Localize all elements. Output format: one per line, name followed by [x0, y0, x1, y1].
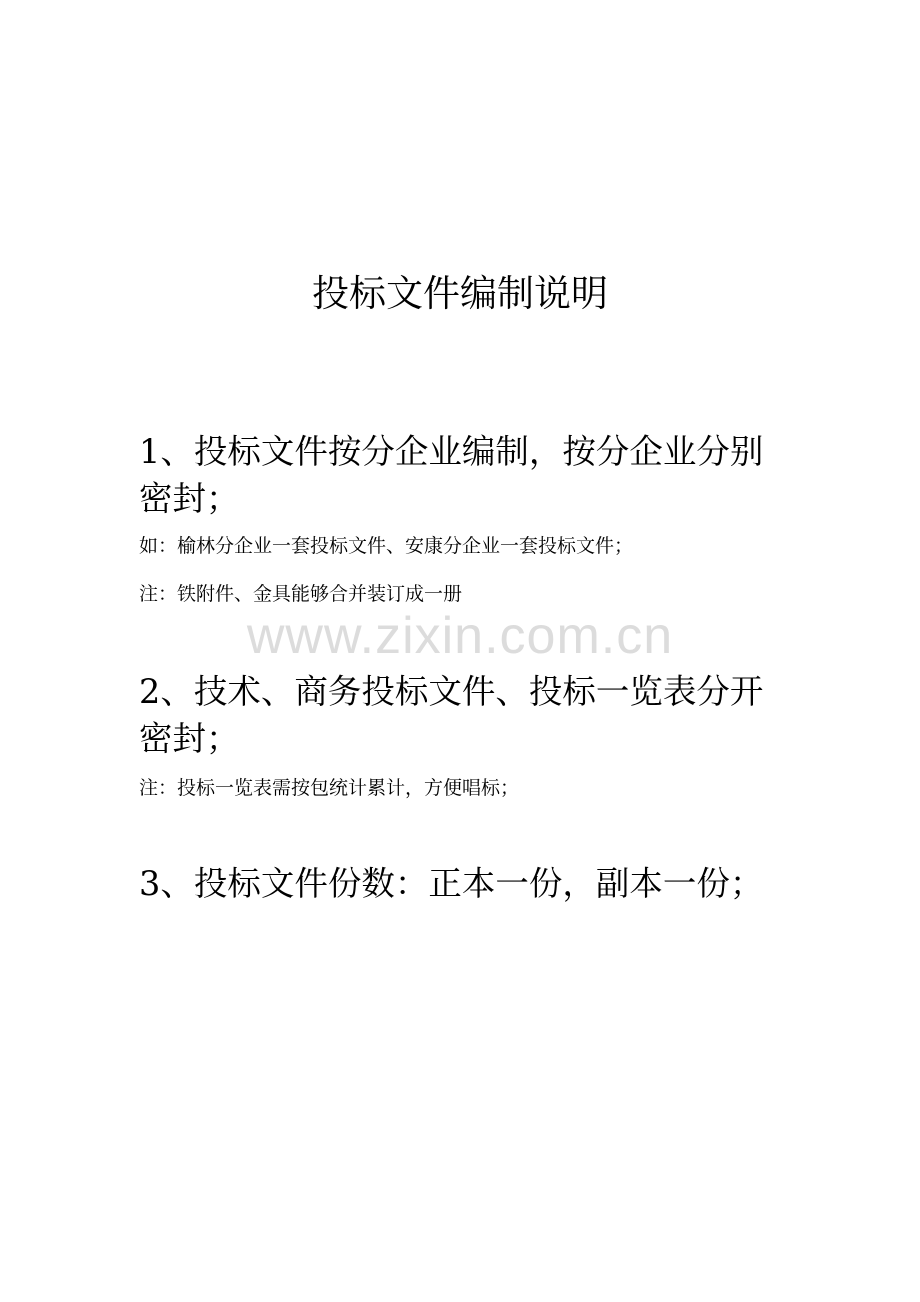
section-3-heading: 3、投标文件份数：正本一份，副本一份； [139, 864, 764, 903]
section-1-note-example: 如：榆林分企业一套投标文件、安康分企业一套投标文件； [139, 535, 634, 557]
section-1-heading: 1、投标文件按分企业编制，按分企业分别密封； [139, 432, 764, 518]
section-2-heading: 2、技术、商务投标文件、投标一览表分开密封； [139, 672, 764, 758]
section-1-note-remark: 注：铁附件、金具能够合并装订成一册 [139, 583, 463, 605]
document-title: 投标文件编制说明 [312, 272, 608, 315]
section-2-note-remark: 注：投标一览表需按包统计累计，方便唱标； [139, 777, 520, 799]
watermark: www.zixin.com.cn [246, 607, 674, 665]
